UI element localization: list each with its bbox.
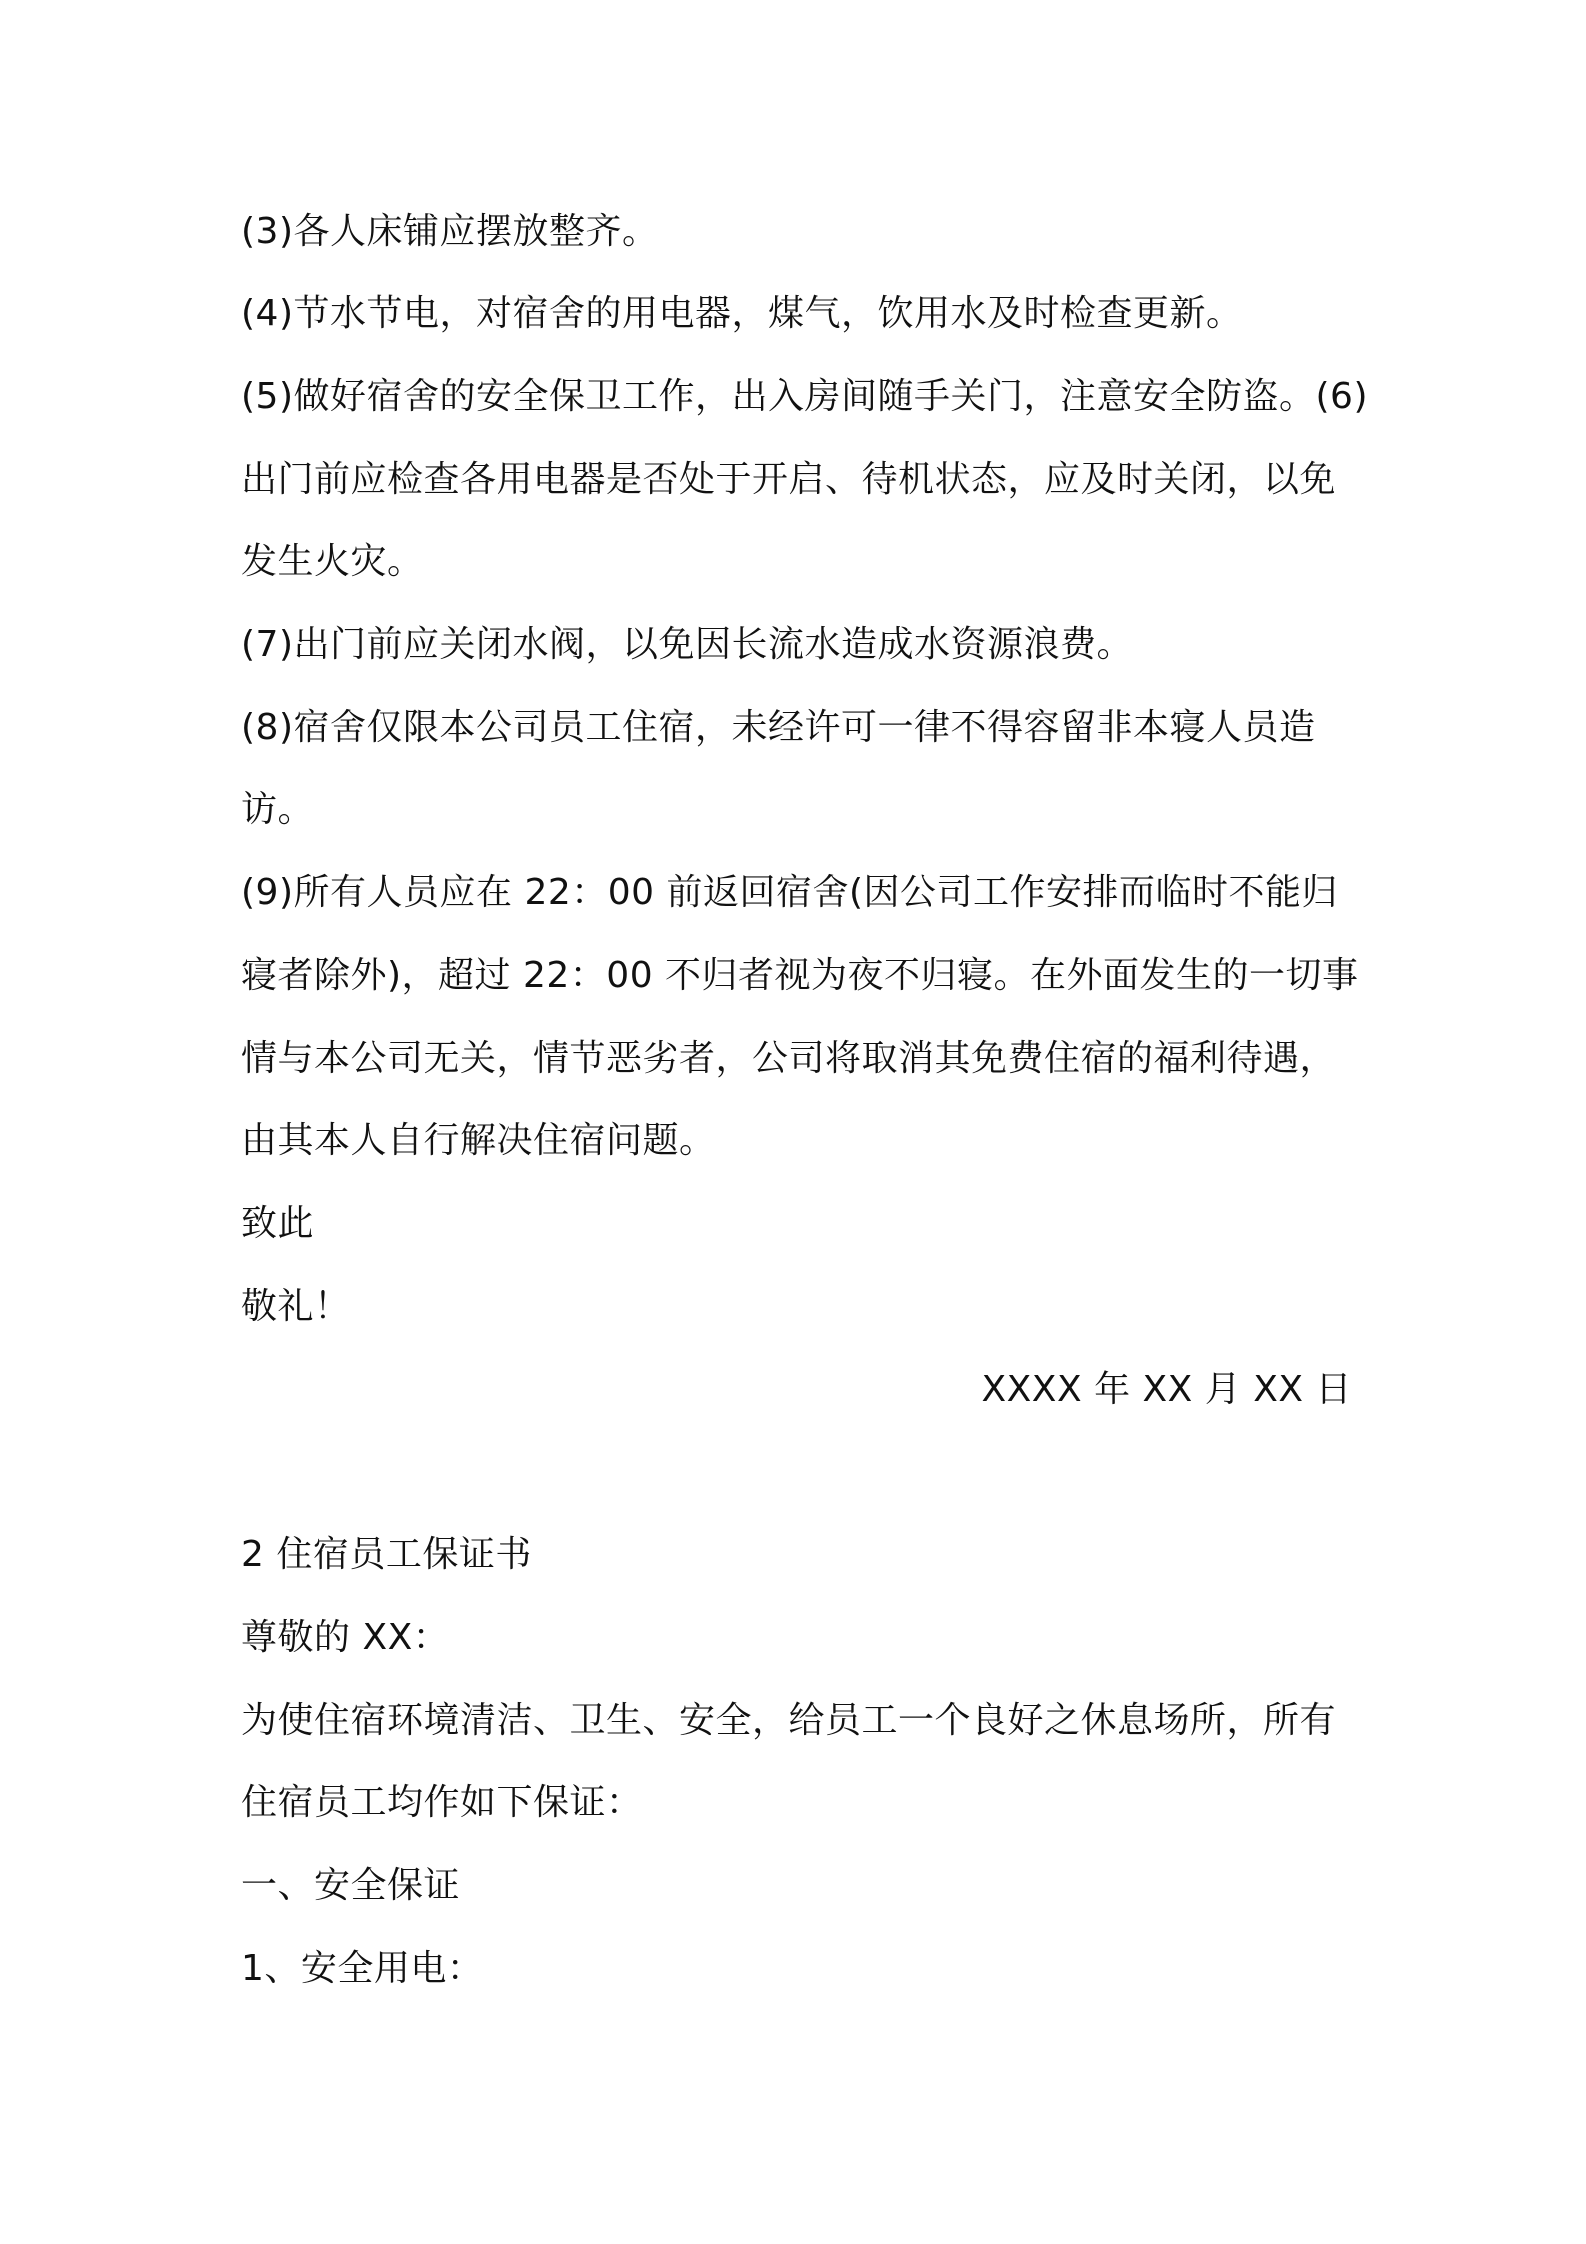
rule-9-line-2: 寝者除外)，超过 22：00 不归者视为夜不归寝。在外面发生的一切事	[241, 955, 1359, 996]
salutation: 尊敬的 XX：	[241, 1617, 450, 1658]
section-title: 2 住宿员工保证书	[241, 1534, 532, 1575]
rule-9-line-4: 由其本人自行解决住宿问题。	[241, 1120, 716, 1161]
rule-7: (7)出门前应关闭水阀，以免因长流水造成水资源浪费。	[241, 624, 1133, 665]
intro-line-2: 住宿员工均作如下保证：	[241, 1782, 643, 1823]
rule-9-line-3: 情与本公司无关，情节恶劣者，公司将取消其免费住宿的福利待遇，	[241, 1038, 1337, 1079]
item-electricity: 1、安全用电：	[241, 1948, 484, 1989]
rule-8-line-2: 访。	[241, 789, 315, 830]
intro-line-1: 为使住宿环境清洁、卫生、安全，给员工一个良好之休息场所，所有	[241, 1700, 1337, 1741]
date-line: XXXX 年 XX 月 XX 日	[981, 1369, 1352, 1410]
rule-9-line-1: (9)所有人员应在 22：00 前返回宿舍(因公司工作安排而临时不能归	[241, 872, 1339, 913]
closing-line: 致此	[241, 1203, 315, 1244]
rule-3: (3)各人床铺应摆放整齐。	[241, 211, 659, 252]
rule-5: (5)做好宿舍的安全保卫工作，出入房间随手关门，注意安全防盗。(6)	[241, 376, 1368, 417]
rule-8-line-1: (8)宿舍仅限本公司员工住宿，未经许可一律不得容留非本寝人员造	[241, 707, 1316, 748]
rule-6-line-2: 发生火灾。	[241, 541, 424, 582]
rule-4: (4)节水节电，对宿舍的用电器，煤气，饮用水及时检查更新。	[241, 293, 1243, 334]
rule-6-line-1: 出门前应检查各用电器是否处于开启、待机状态，应及时关闭，以免	[241, 459, 1337, 500]
heading-safety: 一、安全保证	[241, 1865, 461, 1906]
regards-line: 敬礼！	[241, 1286, 351, 1327]
